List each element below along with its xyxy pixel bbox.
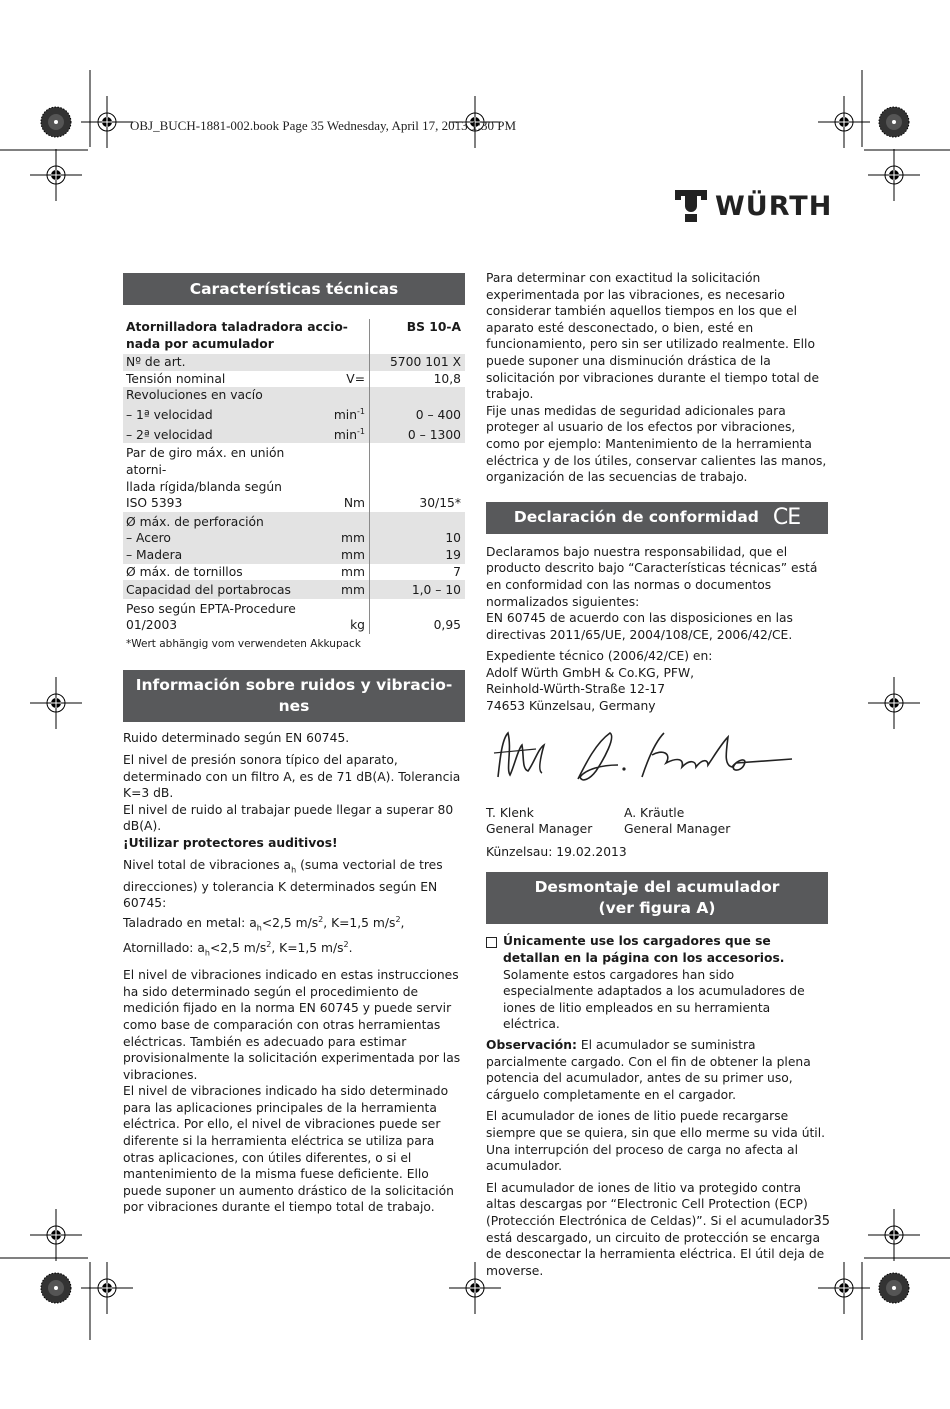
checkbox-bullet-icon xyxy=(486,937,497,948)
table-row: Ø máx. de tornillos mm 7 xyxy=(123,564,465,581)
file-info: OBJ_BUCH-1881-002.book Page 35 Wednesday, April 17, 2013 1:30 PM xyxy=(130,118,517,133)
noise-heading: Información sobre ruidos y vibracio- nes xyxy=(123,670,465,722)
vibration-p1: Para determinar con exactitud la solicitación experimentada por las vibraciones, es necesario considerar también aquellos tiempos en los que el aparato esté desconectado, o bien, esté en funcionamiento, pero sin ser utilizado realmente. Ello puede suponer una disminución drástica de la solicitación por vibraciones durante el tiempo total de trabajo. xyxy=(486,271,820,402)
ear-protection-warning: ¡Utilizar protectores auditivos! xyxy=(123,836,338,851)
charger-bullet: Únicamente use los cargadores que se detallan en la página con los accesorios. Solamente estos cargadores han sido especialmente adaptados a los acumuladores de iones de litio empleados en su herramienta eléctrica. xyxy=(486,933,828,1033)
table-row: Nº de art. 5700 101 X xyxy=(123,354,465,371)
conformity-section xyxy=(486,544,828,861)
table-row: Tensión nominal V= 10,8 xyxy=(123,371,465,388)
table-row: Revoluciones en vacío xyxy=(123,387,465,404)
left-column xyxy=(123,273,465,1221)
vibration-p2: Fije unas medidas de seguridad adicionales para proteger al usuario de los efectos por vibraciones, como por ejemplo: Mantenimiento de la herramienta eléctrica y de los útiles, conservar calientes las manos, organización de las secuencias de trabajo. xyxy=(486,403,827,485)
noise-p1: Ruido determinado según EN 60745. xyxy=(123,731,350,746)
battery-p3: El acumulador de iones de litio va protegido contra altas descargas por “Electronic Cell Protection (ECP) (Protección Electrónica de Celdas)”. Si el acumulador está descargado, un circuito de protección se encarga de desconectar la herramienta eléctrica. El útil deja de moverse. xyxy=(486,1180,825,1278)
model-label: BS 10-A xyxy=(370,319,466,354)
brand-name: WÜRTH xyxy=(715,190,833,222)
vibration-values: Nivel total de vibraciones $a_h$ (suma vectorial de tres direcciones) y tolerancia K determinados según EN 60745: Taladrado en metal: $a_h<2,5$ $m/s^2$, K=1,5 $m/s^2$, Atornillado: $a_h<2,5$ $m/s^2$, K=1,5 $m/s^2$. xyxy=(123,857,443,958)
signatory-names xyxy=(486,805,828,838)
product-label: Atornilladora taladradora accio- nada por acumulador xyxy=(126,320,348,351)
signatory-klenk: T. Klenk General Manager xyxy=(486,805,593,837)
wurth-logo xyxy=(675,190,832,222)
table-row: Par de giro máx. en unión atorni- llada rígida/blanda según ISO 5393 Nm 30/15* xyxy=(123,443,465,511)
right-column xyxy=(486,270,828,1284)
table-row: – 1ª velocidad $\min^{-1}$ 0 – 400 xyxy=(123,404,465,424)
conformity-p2: EN 60745 de acuerdo con las disposiciones en las directivas 2011/65/UE, 2004/108/CE, 2006/42/CE. xyxy=(486,611,793,642)
wurth-logo-icon xyxy=(675,190,707,222)
place-date: Künzelsau: 19.02.2013 xyxy=(486,844,627,859)
ce-mark-icon: CE xyxy=(772,505,801,531)
battery-note: Observación: El acumulador se suministra parcialmente cargado. Con el fin de obtener la plena potencia del acumulador, antes de su primer uso, cárguelo completamente en el cargador. xyxy=(486,1038,811,1102)
spec-footnote: *Wert abhängig vom verwendeten Akkupack xyxy=(126,637,361,650)
specs-header-row xyxy=(123,319,465,354)
battery-section xyxy=(486,933,828,1279)
address-line: Adolf Würth GmbH & Co.KG, PFW, xyxy=(486,665,695,680)
address-line: Reinhold-Würth-Straße 12-17 xyxy=(486,682,666,697)
signatory-kraeutle: A. Kräutle General Manager xyxy=(624,805,731,837)
conformity-p1: Declaramos bajo nuestra responsabilidad, que el producto descrito bajo “Características técnicas” está en conformidad con las normas o documentos normalizados siguientes: xyxy=(486,544,818,609)
noise-p5: El nivel de vibraciones indicado en estas instrucciones ha sido determinado según el procedimiento de medición fijado en la norma EN 60745 y puede servir como base de comparación con otras herramientas eléctricas. También es adecuado para estimar provisionalmente la solicitación experimentada por las vibraciones. xyxy=(123,968,461,1082)
noise-p3: El nivel de ruido al trabajar puede llegar a superar 80 dB(A). xyxy=(123,802,454,834)
specs-heading: Características técnicas xyxy=(123,273,465,305)
battery-p2: El acumulador de iones de litio puede recargarse siempre que se quiera, sin que ello merme su vida útil. Una interrupción del proceso de carga no afecta al acumulador. xyxy=(486,1109,826,1174)
table-row: – Madera mm 19 xyxy=(123,547,465,564)
table-row: Ø máx. de perforación xyxy=(123,512,465,531)
table-row: – Acero mm 10 xyxy=(123,530,465,547)
conformity-p3: Expediente técnico (2006/42/CE) en: xyxy=(486,649,713,664)
noise-p2: El nivel de presión sonora típico del aparato, determinado con un filtro A, es de 71 dB(A). Tolerancia K=3 dB. xyxy=(123,753,461,801)
specs-table xyxy=(123,319,465,634)
address-line: 74653 Künzelsau, Germany xyxy=(486,699,656,714)
noise-p6: El nivel de vibraciones indicado ha sido determinado para las aplicaciones principales de la herramienta eléctrica. Por ello, el nivel de vibraciones puede ser diferente si la herramienta eléctrica se utiliza para otras aplicaciones, con útiles diferentes, o si el mantenimiento de la misma fuese deficiente. Ello puede suponer un aumento drástico de la solicitación por vibraciones durante el tiempo total de trabajo. xyxy=(123,1084,454,1215)
table-row: Capacidad del portabrocas mm 1,0 – 10 xyxy=(123,580,465,599)
signatures xyxy=(486,719,806,799)
noise-section xyxy=(123,730,465,1216)
page-number: 35 xyxy=(813,1214,830,1229)
battery-heading: Desmontaje del acumulador (ver figura A) xyxy=(486,872,828,924)
table-row: – 2ª velocidad $\min^{-1}$ 0 – 1300 xyxy=(123,424,465,444)
conformity-heading: Declaración de conformidad CE xyxy=(486,502,828,534)
table-row: Peso según EPTA-Procedure 01/2003 kg 0,95 xyxy=(123,599,465,634)
